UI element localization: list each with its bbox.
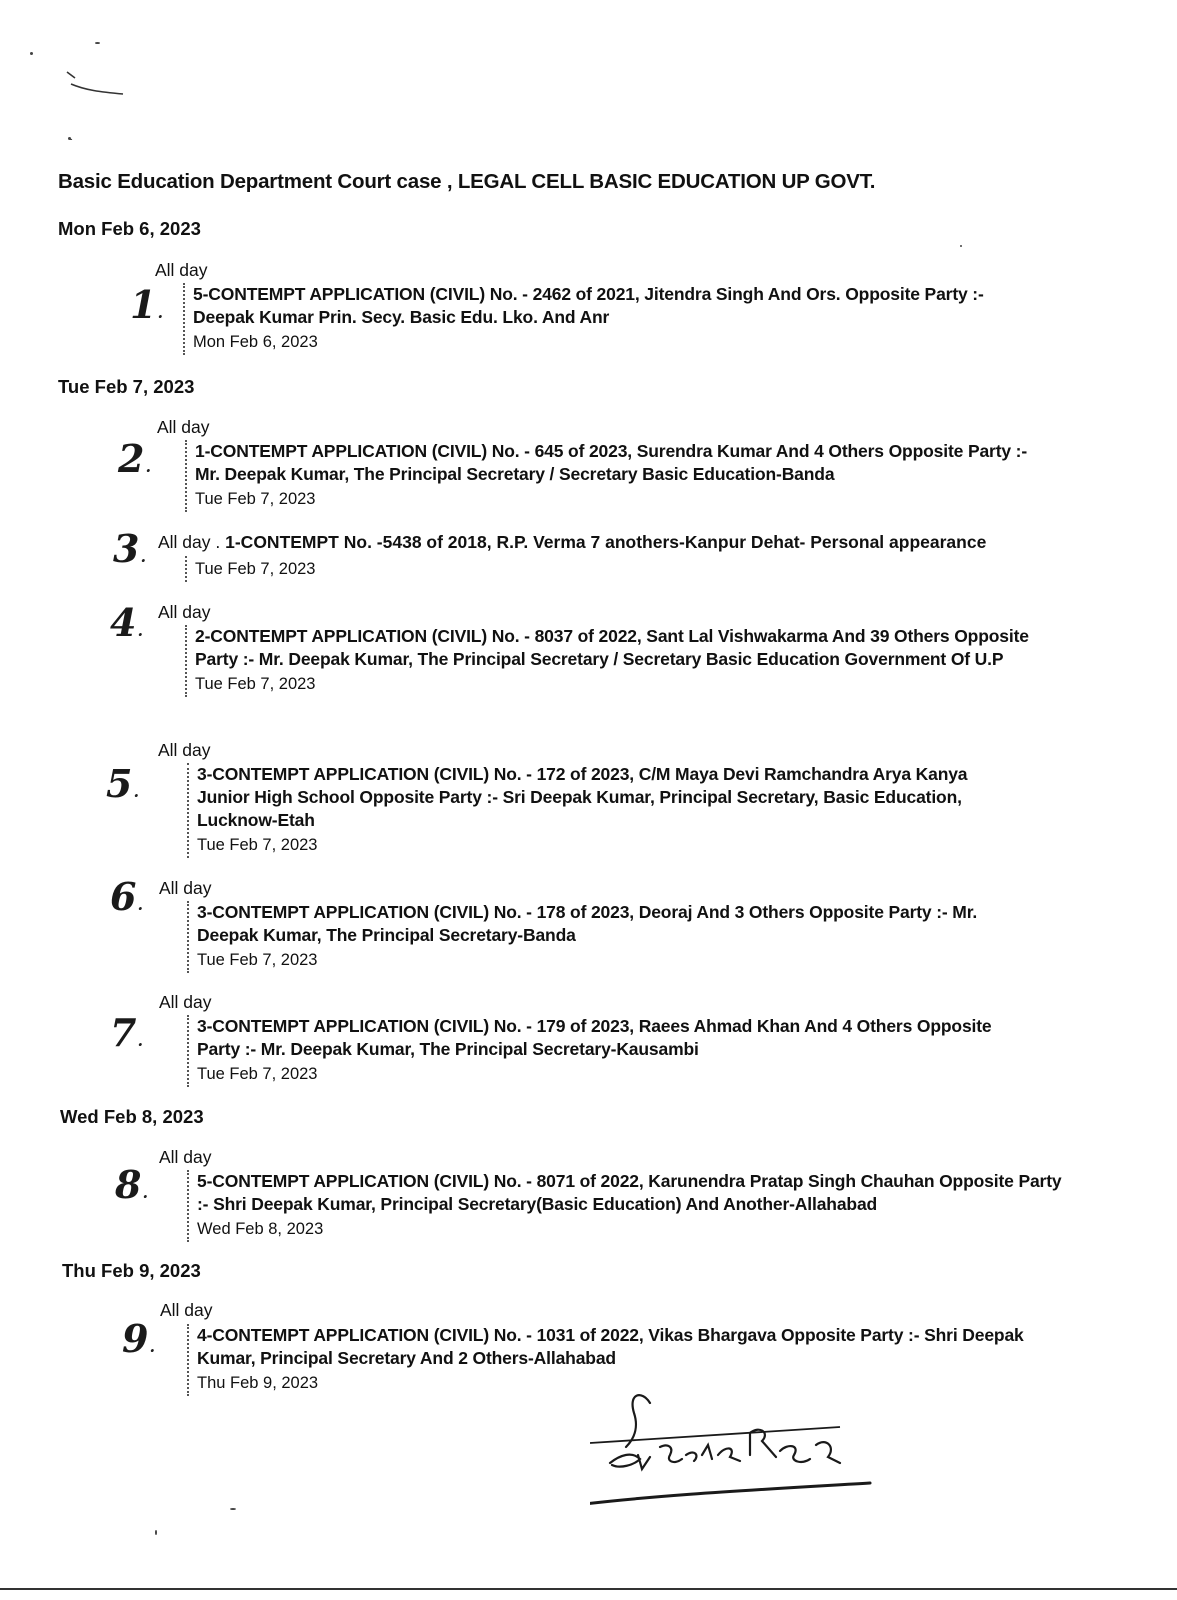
- event-title: 3-CONTEMPT APPLICATION (CIVIL) No. - 178 of 2023, Deoraj And 3 Others Opposite Party :- Mr. Deepak Kumar, The Principal Secretary-Banda: [197, 902, 978, 945]
- calendar-event: [185, 625, 1035, 697]
- all-day-label: All day: [158, 532, 211, 552]
- item-number: 1.: [130, 282, 164, 327]
- event-title: 3-CONTEMPT APPLICATION (CIVIL) No. - 179 of 2023, Raees Ahmad Khan And 4 Others Opposite Party :- Mr. Deepak Kumar, The Principal Secretary-Kausambi: [197, 1016, 992, 1059]
- all-day-label: All day: [158, 602, 211, 622]
- event-date: Tue Feb 7, 2023: [195, 490, 316, 508]
- calendar-event: [187, 763, 997, 858]
- event-date: Tue Feb 7, 2023: [197, 951, 318, 969]
- calendar-event: [187, 901, 1037, 973]
- item-number: 4.: [110, 600, 144, 645]
- event-date: Mon Feb 6, 2023: [193, 333, 318, 351]
- all-day-label: All day: [157, 417, 210, 437]
- event-title: 1-CONTEMPT APPLICATION (CIVIL) No. - 645 of 2023, Surendra Kumar And 4 Others Opposite Party :- Mr. Deepak Kumar, The Principal Secretary / Secretary Basic Education-Banda: [195, 441, 1028, 484]
- event-title: 1-CONTEMPT No. -5438 of 2018, R.P. Verma 7 anothers-Kanpur Dehat- Personal appearance: [225, 532, 987, 552]
- all-day-label: All day: [160, 1300, 213, 1320]
- all-day-label: All day: [159, 1147, 212, 1167]
- event-date: Thu Feb 9, 2023: [197, 1374, 319, 1392]
- item-number: 8.: [115, 1162, 149, 1207]
- event-date: Wed Feb 8, 2023: [197, 1220, 324, 1238]
- event-title: 3-CONTEMPT APPLICATION (CIVIL) No. - 172 of 2023, C/M Maya Devi Ramchandra Arya Kanya Junior High School Opposite Party :- Sri Deepak Kumar, Principal Secretary, Basic Education, Lucknow-Etah: [197, 764, 968, 830]
- signature-icon: [590, 1385, 890, 1515]
- event-title: 5-CONTEMPT APPLICATION (CIVIL) No. - 8071 of 2022, Karunendra Pratap Singh Chauhan Opposite Party :- Shri Deepak Kumar, Principal Secretary(Basic Education) And Another-Allahabad: [197, 1171, 1062, 1214]
- all-day-label: All day: [158, 740, 211, 760]
- scan-speck: [95, 42, 100, 44]
- day-heading: Wed Feb 8, 2023: [60, 1106, 204, 1127]
- scan-speck: [30, 52, 33, 55]
- calendar-event: [187, 1170, 1077, 1242]
- item-number: 7.: [110, 1010, 144, 1055]
- scan-speck: [155, 1530, 157, 1535]
- scribble-mark-icon: [55, 60, 145, 140]
- item-number: 6.: [110, 874, 144, 919]
- all-day-label: All day: [159, 992, 212, 1012]
- document-title: Basic Education Department Court case , LEGAL CELL BASIC EDUCATION UP GOVT.: [58, 170, 876, 193]
- page-edge-line: [0, 1588, 1177, 1590]
- all-day-label: All day: [159, 878, 212, 898]
- event-title: 4-CONTEMPT APPLICATION (CIVIL) No. - 1031 of 2022, Vikas Bhargava Opposite Party :- Shri Deepak Kumar, Principal Secretary And 2 Others-Allahabad: [197, 1325, 1024, 1368]
- item-number: 9.: [122, 1316, 156, 1361]
- day-heading: Mon Feb 6, 2023: [58, 218, 201, 239]
- all-day-label: All day: [155, 260, 208, 280]
- item-number: 2.: [118, 436, 152, 481]
- day-heading: Tue Feb 7, 2023: [58, 376, 195, 397]
- calendar-event: [185, 440, 1055, 512]
- scan-speck: [68, 137, 71, 140]
- calendar-event: [185, 556, 495, 582]
- item-number: 3.: [113, 526, 147, 571]
- event-date: Tue Feb 7, 2023: [195, 560, 316, 578]
- scan-speck: [230, 1508, 236, 1510]
- event-title: 5-CONTEMPT APPLICATION (CIVIL) No. - 2462 of 2021, Jitendra Singh And Ors. Opposite Party :- Deepak Kumar Prin. Secy. Basic Edu. Lko. And Anr: [193, 284, 984, 327]
- item-number: 5.: [106, 761, 140, 806]
- event-date: Tue Feb 7, 2023: [197, 836, 318, 854]
- event-date: Tue Feb 7, 2023: [197, 1065, 318, 1083]
- calendar-event: [183, 283, 993, 355]
- calendar-event-inline: All day . 1-CONTEMPT No. -5438 of 2018, R.P. Verma 7 anothers-Kanpur Dehat- Personal appearance: [158, 532, 987, 552]
- calendar-event: [187, 1015, 997, 1087]
- day-heading: Thu Feb 9, 2023: [62, 1260, 201, 1281]
- scan-speck: [960, 245, 962, 247]
- event-date: Tue Feb 7, 2023: [195, 675, 316, 693]
- event-title: 2-CONTEMPT APPLICATION (CIVIL) No. - 8037 of 2022, Sant Lal Vishwakarma And 39 Others Opposite Party :- Mr. Deepak Kumar, The Principal Secretary / Secretary Basic Education Government Of U.P: [195, 626, 1029, 669]
